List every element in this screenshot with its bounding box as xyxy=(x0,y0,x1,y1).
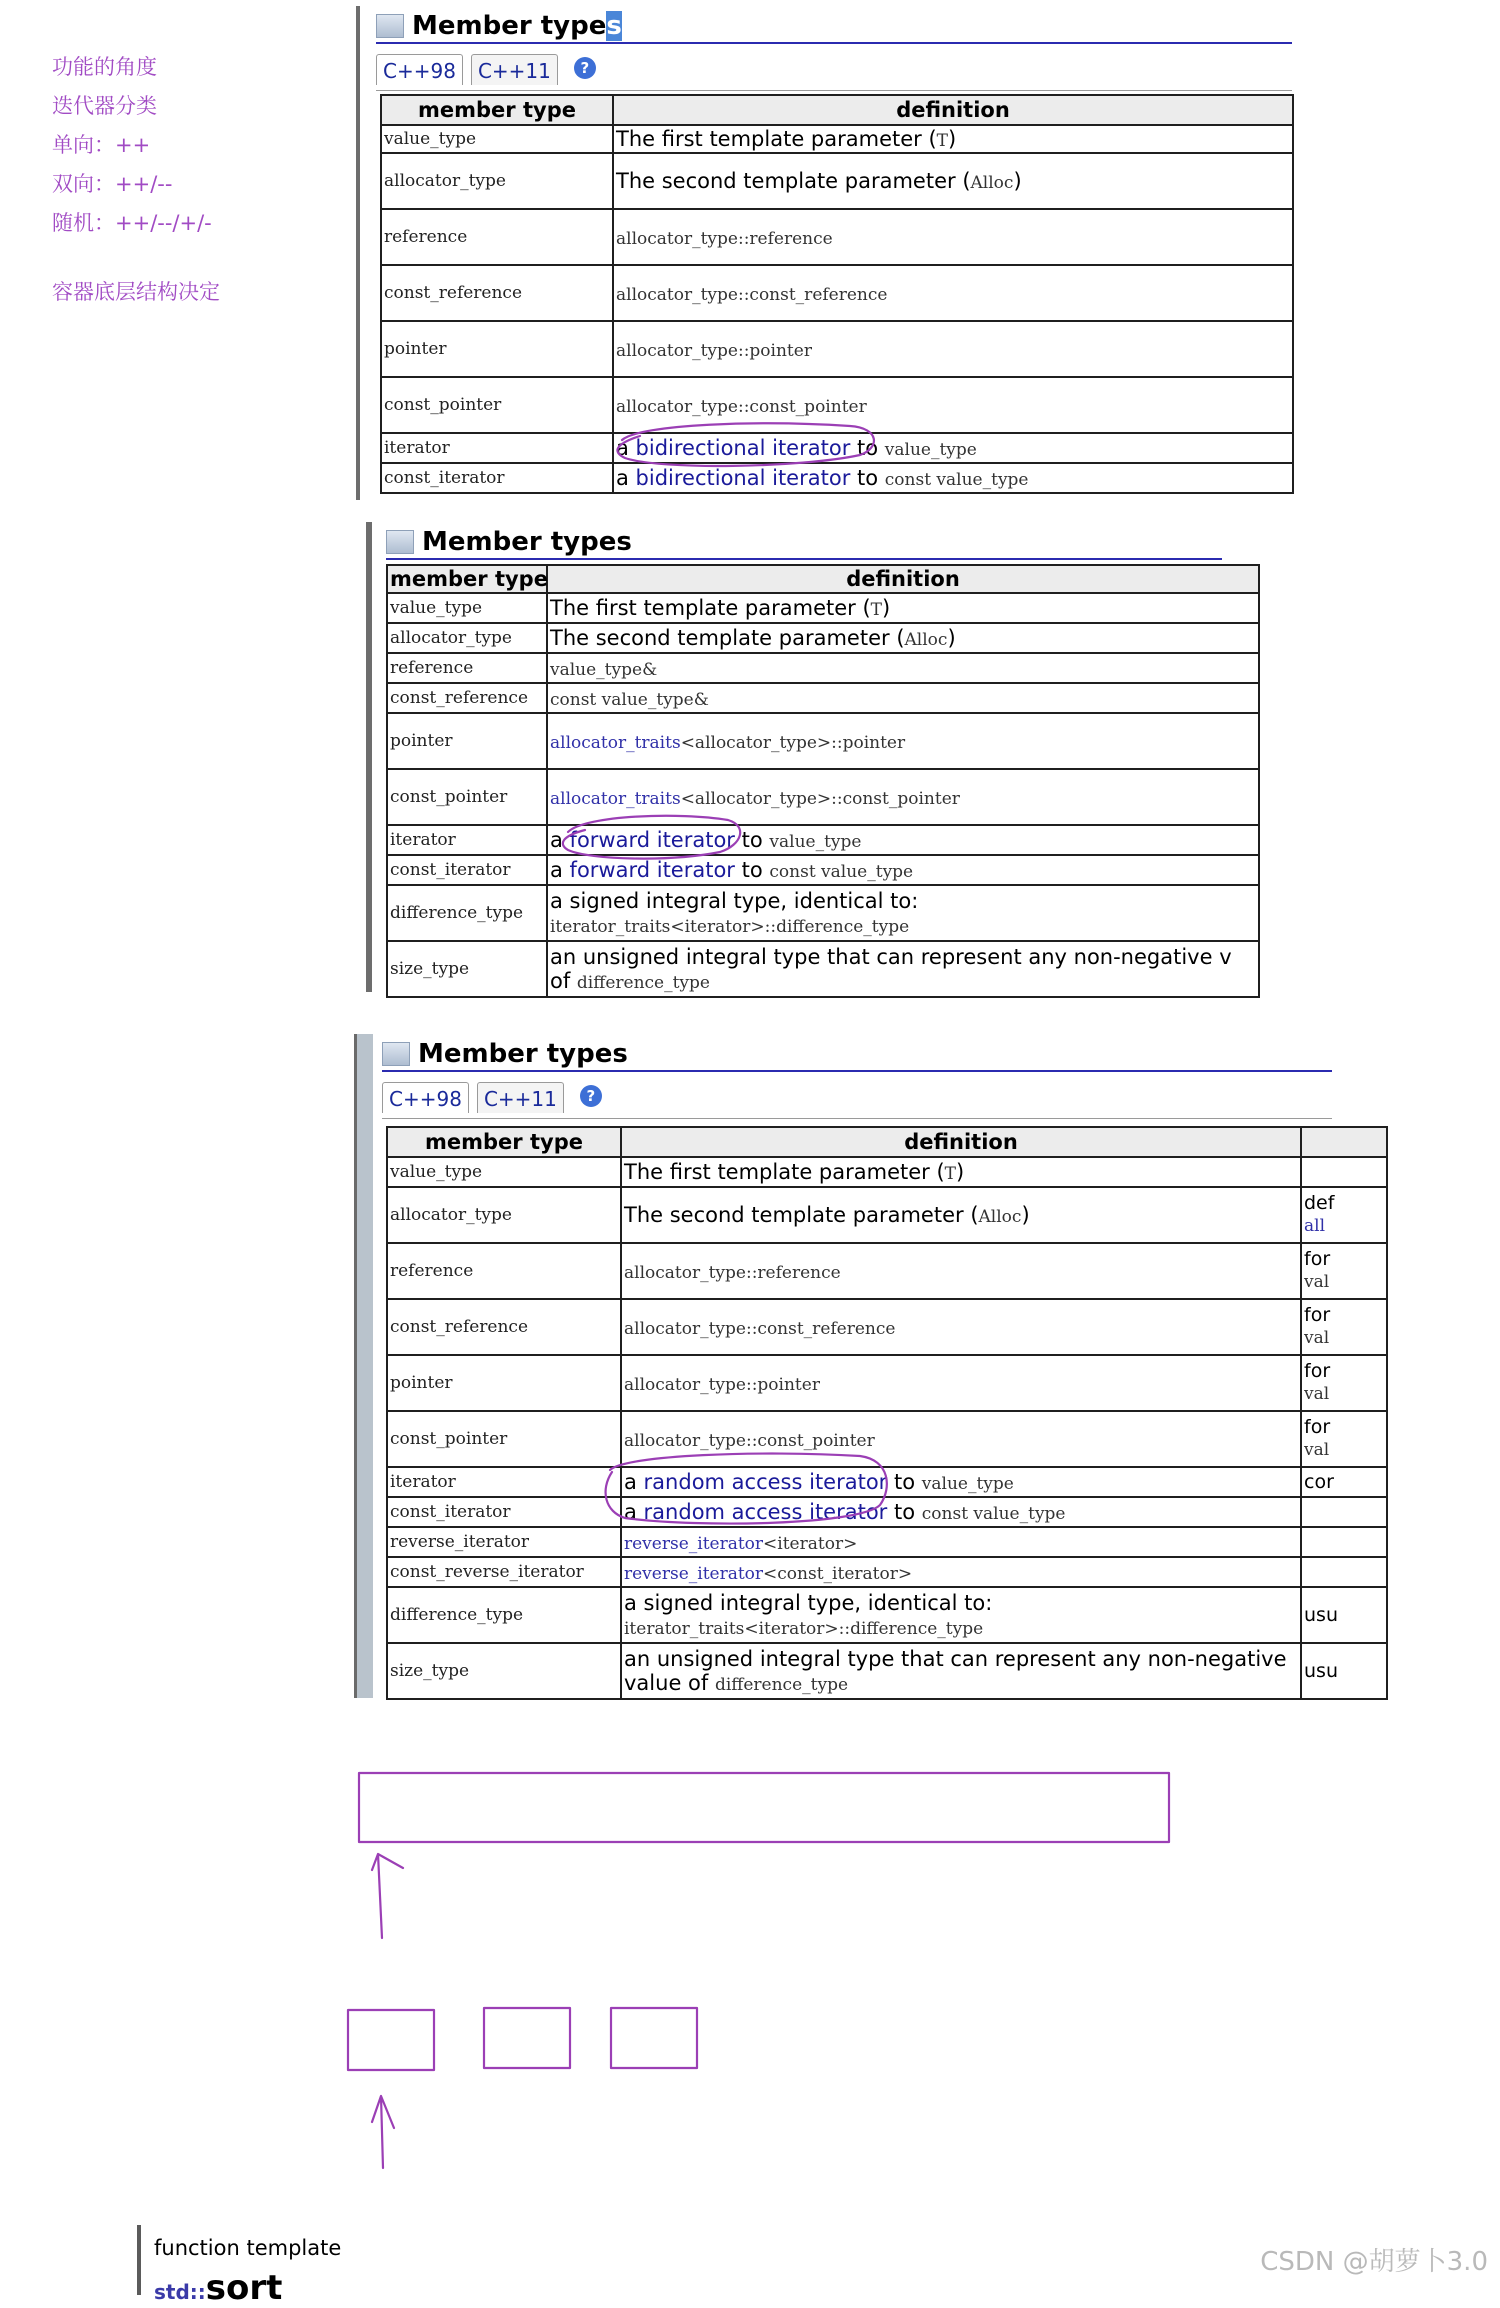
code-text: allocator_type::pointer xyxy=(624,1375,820,1395)
code-text: <const_iterator> xyxy=(763,1564,913,1584)
text-segment: a xyxy=(624,1500,644,1524)
code-text: allocator_type::const_reference xyxy=(616,285,888,305)
code-text: value_type& xyxy=(550,660,658,680)
code-text: Alloc xyxy=(904,630,948,650)
text-segment: a xyxy=(550,858,570,882)
iterator-category-link[interactable]: forward iterator xyxy=(569,858,735,882)
text-segment: to xyxy=(850,466,885,490)
text-segment: The second template parameter ( xyxy=(624,1203,979,1227)
iterator-category-link[interactable]: forward iterator xyxy=(569,828,735,852)
annotation-rect-node-1 xyxy=(348,2010,434,2070)
code-text: <allocator_type>::const_pointer xyxy=(680,789,960,809)
code-text: allocator_type::const_pointer xyxy=(616,397,867,417)
code-text: allocator_type::const_reference xyxy=(624,1319,896,1339)
code-text: val xyxy=(1304,1384,1330,1404)
text-segment: The first template parameter ( xyxy=(550,596,871,620)
text-segment: a signed integral type, identical to: xyxy=(550,888,919,913)
text-segment: an unsigned integral type that can represent any non-negative xyxy=(624,1646,1287,1671)
code-link[interactable]: reverse_iterator xyxy=(624,1564,764,1584)
text-segment: usu xyxy=(1304,1660,1338,1682)
text-segment: ) xyxy=(947,626,956,650)
member-type-name: value_type xyxy=(387,593,547,623)
note-line: 功能的角度 xyxy=(52,55,157,79)
text-segment: def xyxy=(1304,1192,1335,1215)
code-text: value_type xyxy=(769,832,862,852)
code-text: const value_type xyxy=(884,470,1029,490)
tab-cpp98[interactable]: C++98 xyxy=(376,54,463,85)
column-header-definition: definition xyxy=(613,95,1293,125)
code-text: allocator_type::const_pointer xyxy=(624,1431,875,1451)
member-type-name: const_reference xyxy=(387,683,547,713)
member-type-name: const_iterator xyxy=(387,1497,621,1527)
code-text: <iterator> xyxy=(763,1534,858,1554)
annotation-rect-node-3 xyxy=(611,2008,697,2068)
heading-bar xyxy=(137,2225,141,2295)
note-line: 单向：++ xyxy=(52,133,151,157)
code-text: <allocator_type>::pointer xyxy=(680,733,906,753)
iterator-category-link[interactable]: bidirectional iterator xyxy=(635,466,851,490)
function-signature xyxy=(154,2268,282,2308)
text-segment: for xyxy=(1304,1248,1331,1271)
member-type-name: pointer xyxy=(387,713,547,769)
panel-title: Member types xyxy=(376,10,1292,44)
text-segment: cor xyxy=(1304,1471,1334,1493)
text-segment: The second template parameter ( xyxy=(550,626,905,650)
code-text: const value_type& xyxy=(550,690,709,710)
code-text: value_type xyxy=(884,440,977,460)
code-link[interactable]: allocator_traits xyxy=(550,789,681,809)
code-link[interactable]: all xyxy=(1304,1216,1326,1236)
text-segment: for xyxy=(1304,1304,1331,1327)
text-segment: ) xyxy=(882,596,891,620)
member-type-name: const_pointer xyxy=(387,1411,621,1467)
code-text: T xyxy=(936,131,948,151)
text-segment: to xyxy=(734,858,770,882)
text-segment: to xyxy=(887,1470,922,1494)
iterator-category-link[interactable]: random access iterator xyxy=(643,1500,888,1524)
member-type-name: const_reference xyxy=(387,1299,621,1355)
code-text: val xyxy=(1304,1328,1330,1348)
code-link[interactable]: reverse_iterator xyxy=(624,1534,764,1554)
code-text: const value_type xyxy=(769,862,914,882)
panel-title: Member types xyxy=(382,1038,1332,1072)
member-type-name: reference xyxy=(381,209,613,265)
help-icon[interactable]: ? xyxy=(580,1085,602,1107)
annotation-circle-bidirectional xyxy=(617,423,873,466)
annotation-arrow-up-2 xyxy=(372,2096,394,2168)
code-text: Alloc xyxy=(970,173,1014,193)
annotation-rect-node-2 xyxy=(484,2008,570,2068)
text-segment: ) xyxy=(1021,1203,1030,1227)
member-type-name: const_reference xyxy=(381,265,613,321)
note-line: 迭代器分类 xyxy=(52,94,157,118)
function-kind: function template xyxy=(154,2236,342,2260)
help-icon[interactable]: ? xyxy=(574,57,596,79)
code-text: difference_type xyxy=(576,972,710,993)
annotation-rect-contiguous xyxy=(359,1773,1169,1842)
member-type-name: reverse_iterator xyxy=(387,1527,621,1557)
note-line: 容器底层结构决定 xyxy=(52,280,220,304)
member-type-name: const_pointer xyxy=(381,377,613,433)
tab-cpp11[interactable]: C++11 xyxy=(477,1082,564,1113)
function-name: sort xyxy=(205,2268,283,2308)
text-segment: for xyxy=(1304,1360,1331,1383)
member-type-name: iterator xyxy=(387,1467,621,1497)
tab-cpp98[interactable]: C++98 xyxy=(382,1082,469,1113)
code-text: iterator_traits<iterator>::difference_type xyxy=(624,1618,984,1639)
text-segment: of xyxy=(550,968,577,993)
code-text: T xyxy=(870,600,882,620)
note-line: 随机：++/--/+/- xyxy=(52,211,212,235)
code-text: const value_type xyxy=(921,1504,1066,1524)
member-type-name: pointer xyxy=(387,1355,621,1411)
column-header-member-type: member type xyxy=(381,95,613,125)
text-segment: a xyxy=(616,436,636,460)
iterator-category-link[interactable]: bidirectional iterator xyxy=(635,436,851,460)
text-segment: to xyxy=(850,436,885,460)
text-segment: a xyxy=(550,828,570,852)
column-header-member-type: member type xyxy=(387,1127,621,1157)
text-segment: ) xyxy=(956,1160,965,1184)
column-header-definition: definition xyxy=(547,565,1259,593)
member-type-name: pointer xyxy=(381,321,613,377)
member-type-name: value_type xyxy=(387,1157,621,1187)
member-type-name: const_iterator xyxy=(387,855,547,885)
text-segment: to xyxy=(887,1500,922,1524)
member-type-name: reference xyxy=(387,653,547,683)
annotation-arrow-up-1 xyxy=(372,1854,403,1938)
tab-cpp11[interactable]: C++11 xyxy=(471,54,558,85)
column-header-definition: definition xyxy=(621,1127,1301,1157)
code-text: allocator_type::reference xyxy=(624,1263,841,1283)
text-segment: for xyxy=(1304,1416,1331,1439)
text-segment: value of xyxy=(624,1670,715,1695)
function-namespace: std:: xyxy=(154,2280,206,2304)
text-segment: ) xyxy=(1013,169,1022,193)
member-type-name: iterator xyxy=(387,825,547,855)
watermark: CSDN @胡萝卜3.0 xyxy=(1260,2247,1488,2277)
member-type-name: difference_type xyxy=(387,885,547,941)
text-segment: ) xyxy=(948,127,957,151)
code-text: allocator_type::reference xyxy=(616,229,833,249)
code-text: difference_type xyxy=(714,1674,849,1695)
panel-title: Member types xyxy=(386,526,1222,560)
note-line: 双向：++/-- xyxy=(52,172,173,196)
code-text: value_type xyxy=(921,1474,1014,1494)
selected-text: s xyxy=(606,11,622,41)
column-header-member-type: member type xyxy=(387,565,547,593)
member-type-name: iterator xyxy=(381,433,613,463)
text-segment: an unsigned integral type that can represent any non-negative v xyxy=(550,944,1232,969)
iterator-category-link[interactable]: random access iterator xyxy=(643,1470,888,1494)
annotation-circle-forward xyxy=(563,816,740,859)
member-type-name: allocator_type xyxy=(387,1187,621,1243)
member-type-name: const_iterator xyxy=(381,463,613,493)
code-text: allocator_type::pointer xyxy=(616,341,812,361)
annotation-circle-random-access xyxy=(606,1454,887,1524)
member-type-name: difference_type xyxy=(387,1587,621,1643)
member-type-name: size_type xyxy=(387,941,547,997)
text-segment: usu xyxy=(1304,1604,1338,1626)
text-segment: The first template parameter ( xyxy=(616,127,937,151)
member-type-name: allocator_type xyxy=(381,153,613,209)
member-type-name: value_type xyxy=(381,125,613,153)
code-text: iterator_traits<iterator>::difference_type xyxy=(550,916,910,937)
text-segment: The first template parameter ( xyxy=(624,1160,945,1184)
text-segment: a xyxy=(624,1470,644,1494)
code-text: Alloc xyxy=(978,1207,1022,1227)
member-type-name: reference xyxy=(387,1243,621,1299)
member-type-name: allocator_type xyxy=(387,623,547,653)
code-text: T xyxy=(944,1164,956,1184)
member-type-name: size_type xyxy=(387,1643,621,1699)
text-segment: to xyxy=(734,828,770,852)
text-segment: a xyxy=(616,466,636,490)
code-link[interactable]: allocator_traits xyxy=(550,733,681,753)
code-text: val xyxy=(1304,1440,1330,1460)
member-type-name: const_reverse_iterator xyxy=(387,1557,621,1587)
code-text: val xyxy=(1304,1272,1330,1292)
text-segment: a signed integral type, identical to: xyxy=(624,1590,993,1615)
member-type-name: const_pointer xyxy=(387,769,547,825)
text-segment: The second template parameter ( xyxy=(616,169,971,193)
